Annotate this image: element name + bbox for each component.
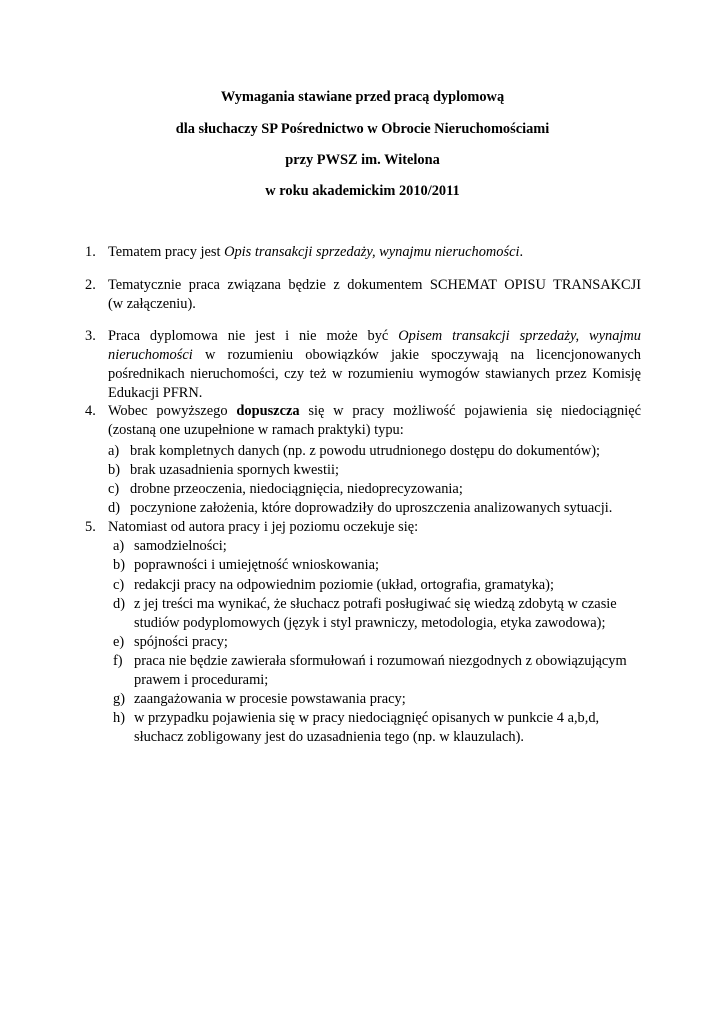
list-item-2 — [85, 276, 641, 313]
title-line-2: dla słuchaczy SP Pośrednictwo w Obrocie Nieruchomościami — [175, 121, 550, 137]
list-item-1 — [85, 243, 641, 262]
list-item-5 — [85, 518, 641, 537]
item-number: 1. — [85, 244, 96, 260]
item-text: Tematem pracy jest Opis transakcji sprzedaży, wynajmu nieruchomości. — [108, 244, 524, 260]
item-number: 3. — [85, 328, 96, 344]
item-number: 2. — [85, 277, 96, 293]
sub-item-5d-continuation: studiów podyplomowych (język i styl prawniczy, metodologia, etyka zawodowa); — [134, 615, 606, 631]
title-line-4: w roku akademickim 2010/2011 — [265, 183, 460, 199]
sub-item-5f-continuation: prawem i procedurami; — [134, 672, 269, 688]
list-item-3 — [85, 327, 641, 403]
item-text: Natomiast od autora pracy i jej poziomu oczekuje się: — [108, 519, 419, 535]
list-item-4 — [85, 402, 641, 439]
item-text: Praca dyplomowa nie jest i nie może być Opisem transakcji sprzedaży, wynajmu nieruchomości w rozumieniu obowiązków jakie spoczywają na licencjonowanych pośrednikach nieruchomości, czy też w rozumieniu wymogów stawianych przez Komisję Edukacji PFRN. — [108, 328, 641, 401]
item-number: 5. — [85, 519, 96, 535]
item-number: 4. — [85, 403, 96, 419]
sub-item-5h-continuation: słuchacz zobligowany jest do uzasadnienia tego (np. w klauzulach). — [134, 729, 525, 745]
document-page: Wymagania stawiane przed pracą dyplomową dla słuchaczy SP Pośrednictwo w Obrocie Nieruchomościami przy PWSZ im. Witelona w roku akademickim 2010/2011 1. Tematem pracy jest Opis transakcji sprzedaży, wynajmu nieruchomości. 2. Tematycznie praca związana będzie z dokumentem SCHEMAT OPISU TRANSAKCJI (w załączeniu). 3. Praca dyplomowa nie jest i nie może być Opisem transakcji sprzedaży, wynajmu nieruchomości w rozumieniu obowiązków jakie spoczywają na licencjonowanych pośrednikach nieruchomości, czy też w rozumieniu wymogów stawianych przez Komisję Edukacji PFRN. 4. Wobec powyższego dopuszcza się w pracy możliwość pojawienia się niedociągnięć (zostaną one uzupełnione w ramach praktyki) typu: a) brak kompletnych danych (np. z powodu utrudnionego dostępu do dokumentów); b) brak uzasadnienia spornych kwestii; c) drobne przeoczenia, niedociągnięcia, niedoprecyzowania; d) poczynione założenia, które doprowadziły do uproszczenia analizowanych sytuacji. 5. Natomiast od autora pracy i jej poziomu oczekuje się: a) samodzielności; b) poprawności i umiejętność wnioskowania; c) redakcji pracy na odpowiednim poziomie (układ, ortografia, gramatyka); d) z jej treści ma wynikać, że słuchacz potrafi posługiwać się wiedzą zdobytą w czasie studiów podyplomowych (język i styl prawniczy, metodologia, etyka zawodowa); e) spójności pracy; f) praca nie będzie zawierała sformułowań i rozumowań niezgodnych z obowiązującym prawem i procedurami; g) zaangażowania w procesie powstawania pracy; h) w przypadku pojawienia się w pracy niedociągnięć opisanych w punkcie 4 a,b,d, słuchacz zobligowany jest do uzasadnienia tego (np. w klauzulach). — [0, 0, 725, 1024]
title-line-1: Wymagania stawiane przed pracą dyplomową — [220, 89, 505, 105]
item-text: Tematycznie praca związana będzie z dokumentem SCHEMAT OPISU TRANSAKCJI (w załączeniu). — [108, 277, 641, 312]
item-text: Wobec powyższego dopuszcza się w pracy możliwość pojawienia się niedociągnięć (zostaną one uzupełnione w ramach praktyki) typu: — [108, 403, 641, 438]
title-line-3: przy PWSZ im. Witelona — [285, 152, 440, 168]
